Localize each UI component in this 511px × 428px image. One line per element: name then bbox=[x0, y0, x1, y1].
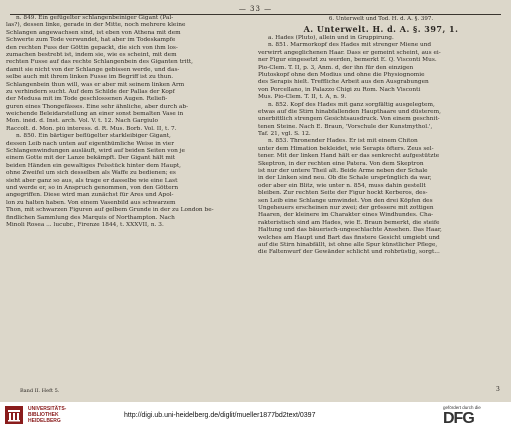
text-line: weichende Beleidarstellung an einer sonst bemalten Vase in bbox=[6, 111, 184, 118]
text-line: Mon. inéd. d. Inst. arch. Vol. V. t. 12. Nach Gargiulo bbox=[6, 118, 159, 125]
text-line: in der Linken sind neu. Ob die Schale ursprünglich da war, bbox=[258, 175, 432, 182]
text-line: Ungeheuers erscheinen nur zwei; der grössere mit zottigen bbox=[258, 204, 434, 211]
text-line: und werde er, so in Anspruch genommen, von den Göttern bbox=[6, 184, 179, 191]
library-name-line: BIBLIOTHEK bbox=[28, 412, 59, 418]
text-line: Haaren, der kleinere im Charakter eines Windhundes. Cha- bbox=[258, 212, 434, 219]
text-line: n. 851. Marmorkopf des Hades mit strenger Miene und bbox=[268, 42, 432, 49]
text-line: Taf. 21, vgl. S. 12. bbox=[258, 131, 311, 138]
text-line: n. 850. Ein bärtiger beflügelter starkleibiger Gigant, bbox=[16, 133, 171, 140]
right-column bbox=[258, 15, 504, 391]
text-line: Raccolt. d. Mon. più interess. d. R. Mus. Borb. Vol. II, t. 7. bbox=[6, 125, 177, 132]
left-column bbox=[6, 15, 252, 391]
text-line: unerbittlich strengem Gesichtsausdruck. Von einem geschnit- bbox=[258, 116, 440, 123]
library-logo-icon bbox=[4, 405, 24, 425]
library-name-line: HEIDELBERG bbox=[28, 418, 61, 424]
text-line: Thon, mit schwarzen Figuren auf gelbem Grunde in der zu London be- bbox=[6, 207, 214, 214]
text-line: etwas auf die Stirn hinabfallenden Haupthaare und düsterem, bbox=[258, 108, 441, 115]
text-line: Schlangenwindungen ausläuft, wird auf beiden Seiten von je bbox=[6, 148, 185, 155]
text-line: Pio-Clem. T. II, p. 3, Anm. d, der ihn für den einzigen bbox=[258, 64, 414, 71]
text-line: angegriffen. Diese wird man zunächst für Ares und Apol- bbox=[6, 192, 174, 199]
text-line: dessen Leib nach unten auf eigenthümliche Weise in vier bbox=[6, 140, 174, 147]
text-line: damit sie nicht von der Schlange gebissen werde, und das- bbox=[6, 66, 180, 73]
text-line: selbe auch mit ihrem linken Fusse im Begriff ist zu thun. bbox=[6, 74, 174, 81]
right-column-text bbox=[258, 35, 504, 257]
text-line: welches am Haupt und Bart das finstere Gesicht umgiebt und bbox=[258, 234, 440, 241]
funding-note: gefördert durch die bbox=[443, 405, 481, 410]
text-line: guren eines Thongefässes. Eine sehr ähnliche, aber durch ab- bbox=[6, 103, 189, 110]
text-line: verwirrt angeglichenen Haar. Dass er gemeint scheint, aus ei- bbox=[258, 49, 441, 56]
text-line: Skeptron, in der rechten eine Patera. Von dem Skeptron bbox=[258, 160, 424, 167]
text-line: Schlangen angewachsen sind, ist eben von Athena mit dem bbox=[6, 29, 181, 36]
text-line: ist nur der untere Theil alt. Beide Arme neben der Schale bbox=[258, 168, 428, 175]
signature-number: 3 bbox=[496, 386, 500, 393]
text-line: zu verhindern sucht. Auf dem Schilde der Pallas der Kopf bbox=[6, 88, 175, 95]
text-line: findlichen Sammlung des Marquis of Northampton. Nach bbox=[6, 214, 175, 221]
text-line: Haltung und das bäuerisch-ungeschlachte Ansehen. Das Haar, bbox=[258, 227, 442, 234]
text-line: beiden Händen ein gewaltiges Felsstück hinter dem Haupt, bbox=[6, 162, 181, 169]
text-line: sieht aber ganz so aus, als trage er dasselbe wie eine Last bbox=[6, 177, 178, 184]
signature-mark: Band II. Heft 5. bbox=[20, 388, 60, 394]
text-line: tener. Mit der linken Hand hält er das senkrecht aufgestützte bbox=[258, 153, 440, 160]
text-line: ner Figur eingesetzt zu werden, bemerkt E. Q. Visconti Mus. bbox=[258, 57, 437, 64]
text-line: Schlangenbein thun will, was er aber mit seinem linken Arm bbox=[6, 81, 185, 88]
text-line: den rechten Fuss der Göttin gepackt, die sich von ihm los- bbox=[6, 44, 178, 51]
text-line: auf die Stirn hinabfällt, ist ohne alle Spur künstlicher Pflege, bbox=[258, 241, 438, 248]
text-line: rechten Fusse auf das rechte Schlangenbein des Giganten tritt, bbox=[6, 59, 194, 66]
page-number: — 33 — bbox=[238, 5, 273, 13]
text-line: las?), dessen linke, gerade in der Mitte, noch mehrere kleine bbox=[6, 22, 186, 29]
text-line: tenen Steine. Nach E. Braun, 'Vorschule der Kunstmythol.', bbox=[258, 123, 433, 130]
text-line: oder aber ein Blitz, wie unter n. 854, muss dahin gestellt bbox=[258, 182, 426, 189]
text-line: einem Gotte mit der Lanze bekämpft. Der Gigant hält mit bbox=[6, 155, 176, 162]
dfg-logo: DFG bbox=[443, 410, 474, 427]
text-line: von Porcellano, in Palazzo Chigi zu Rom. Nach Visconti bbox=[258, 86, 421, 93]
text-line: der Medusa mit im Tode geschlossenen Augen. Reliefi- bbox=[6, 96, 168, 103]
text-line: lon zu halten haben. Von einem Vasenbild aus schwarzem bbox=[6, 199, 176, 206]
text-line: Plutoskopf ohne den Modius und ohne die Physiognomie bbox=[258, 71, 425, 78]
text-line: a. Hades (Pluto), allein und in Gruppirung. bbox=[268, 35, 394, 41]
text-line: n. 849. Ein gefügelter schlangenbeiniger Gigant (Pal- bbox=[16, 15, 174, 21]
text-line: n. 853. Thronender Hades. Er ist mit einem Chiton bbox=[268, 138, 418, 145]
text-line: Schwerte zum Tode verwundet, hat aber im Todeskampfe bbox=[6, 37, 176, 44]
section-title: A. Unterwelt. H. d. A. §. 397, 1. bbox=[303, 24, 459, 34]
text-line: rakteristisch sind am Hades, wie E. Braun bemerkt, die steife bbox=[258, 219, 440, 226]
text-line: des Serapis hielt. Treffliche Arbeit aus den Ausgrabungen bbox=[258, 79, 429, 86]
text-line: unter dem Himation bekleidet, wie Serapis öfters. Zeus sel- bbox=[258, 145, 434, 152]
text-line: ohne Zweifel um sich desselben als Waffe zu bedienen; es bbox=[6, 170, 176, 177]
text-line: zumachen bestrebt ist, indem sie, wie es scheint, mit dem bbox=[6, 51, 177, 58]
running-head: 6. Unterwelt und Tod. H. d. A. §. 397. bbox=[328, 16, 434, 22]
permalink-url[interactable]: http://digi.ub.uni-heidelberg.de/diglit/mueller1877bd2text/0397 bbox=[124, 412, 316, 419]
text-line: bleiben. Zur rechten Seite der Figur hockt Kerberos, des- bbox=[258, 190, 428, 197]
library-name bbox=[28, 406, 66, 424]
text-line: sen Leib eine Schlange umwindet. Von den drei Köpfen des bbox=[258, 197, 433, 204]
text-line: Mus. Pio-Clem. T. II, t. A, n. 9. bbox=[258, 94, 347, 101]
text-line: Minoli Rosea ... lucubr., Firenze 1844, t. XXXVII, n. 3. bbox=[6, 221, 164, 228]
viewer-footer bbox=[0, 402, 511, 427]
library-name-line: UNIVERSITÄTS- bbox=[28, 406, 67, 412]
text-line: die Faltenwurf der Gewänder schlicht und rohbrüstig, sorgt... bbox=[258, 249, 440, 256]
text-line: n. 852. Kopf des Hades mit ganz sorgfältig ausgelegtem, bbox=[268, 101, 435, 108]
